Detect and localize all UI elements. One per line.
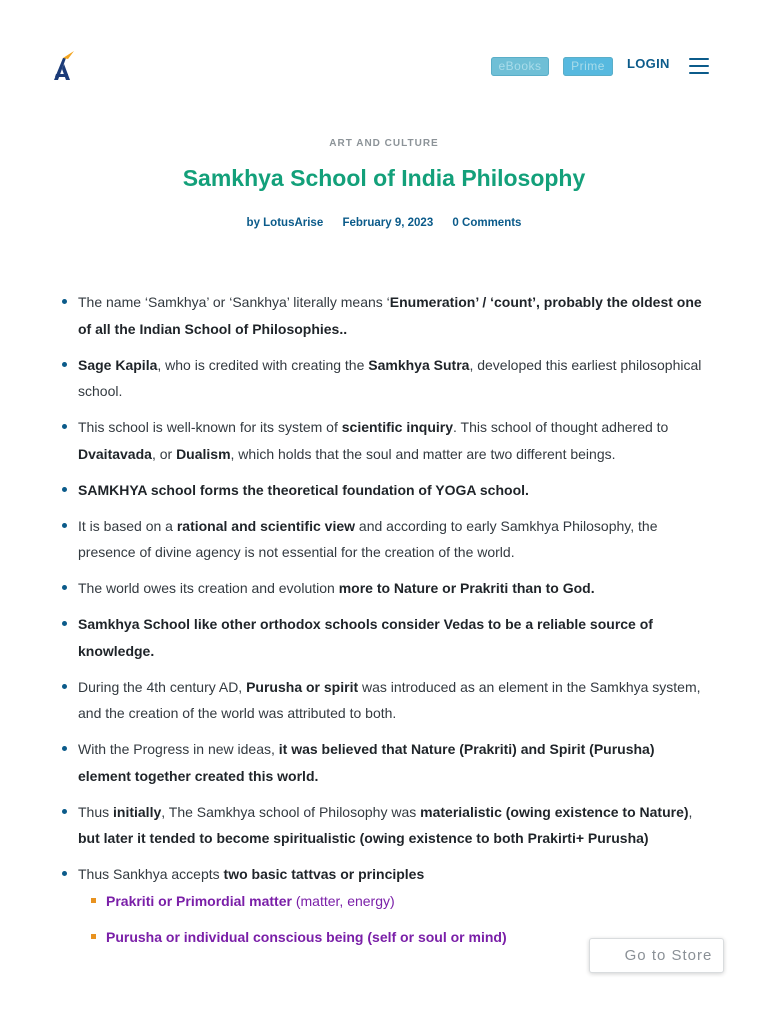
list-item: With the Progress in new ideas, it was believed that Nature (Prakriti) and Spirit (Purusha) element together created this world. (60, 736, 710, 789)
list-item: It is based on a rational and scientific view and according to early Samkhya Philosophy, the presence of divine agency is not essential for the creation of the world. (60, 513, 710, 566)
content-list (60, 289, 710, 950)
article-author[interactable]: by LotusArise (246, 217, 324, 229)
list-item: The world owes its creation and evolution more to Nature or Prakriti than to God. (60, 575, 710, 602)
lotusarise-logo-icon[interactable] (48, 50, 76, 82)
menu-bar (689, 65, 709, 67)
list-item: The name ‘Samkhya’ or ‘Sankhya’ literally means ‘Enumeration’ / ‘count’, probably the oldest one of all the Indian School of Philosophies.. (60, 289, 710, 342)
menu-bar (689, 72, 709, 74)
go-to-store-button[interactable]: Go to Store (589, 938, 724, 973)
list-item: Thus initially, The Samkhya school of Philosophy was materialistic (owing existence to Nature), but later it tended to become spiritualistic (owing existence to both Prakirti+ Purusha) (60, 799, 710, 852)
menu-bar (689, 58, 709, 60)
list-item: Sage Kapila, who is credited with creating the Samkhya Sutra, developed this earliest philosophical school. (60, 352, 710, 405)
list-item: This school is well-known for its system of scientific inquiry. This school of thought adhered to Dvaitavada, or Dualism, which holds that the soul and matter are two different beings. (60, 414, 710, 467)
ebooks-button[interactable]: eBooks (491, 57, 549, 76)
article-category[interactable]: ART AND CULTURE (329, 138, 439, 149)
hamburger-menu-icon[interactable] (689, 58, 709, 74)
list-item: SAMKHYA school forms the theoretical foundation of YOGA school. (60, 477, 710, 504)
article-title: Samkhya School of India Philosophy (182, 165, 586, 191)
prime-button[interactable]: Prime (563, 57, 613, 76)
yoga-school-link[interactable]: YOGA school (435, 481, 526, 498)
sub-list-item: Purusha or individual conscious being (self or soul or mind) (88, 924, 710, 951)
article-content (60, 289, 710, 960)
sub-list-item: Prakriti or Primordial matter (matter, energy) (88, 888, 710, 915)
list-item: Thus Sankhya accepts two basic tattvas or principles Prakriti or Primordial matter (matter, energy) Purusha or individual conscious being (self or soul or mind) (60, 861, 710, 950)
list-item: During the 4th century AD, Purusha or spirit was introduced as an element in the Samkhya system, and the creation of the world was attributed to both. (60, 674, 710, 727)
article-comments[interactable]: 0 Comments (452, 217, 522, 229)
article-meta (0, 217, 768, 229)
login-link[interactable]: LOGIN (627, 56, 670, 71)
article-date[interactable]: February 9, 2023 (342, 217, 434, 229)
list-item: Samkhya School like other orthodox schools consider Vedas to be a reliable source of knowledge. (60, 611, 710, 664)
